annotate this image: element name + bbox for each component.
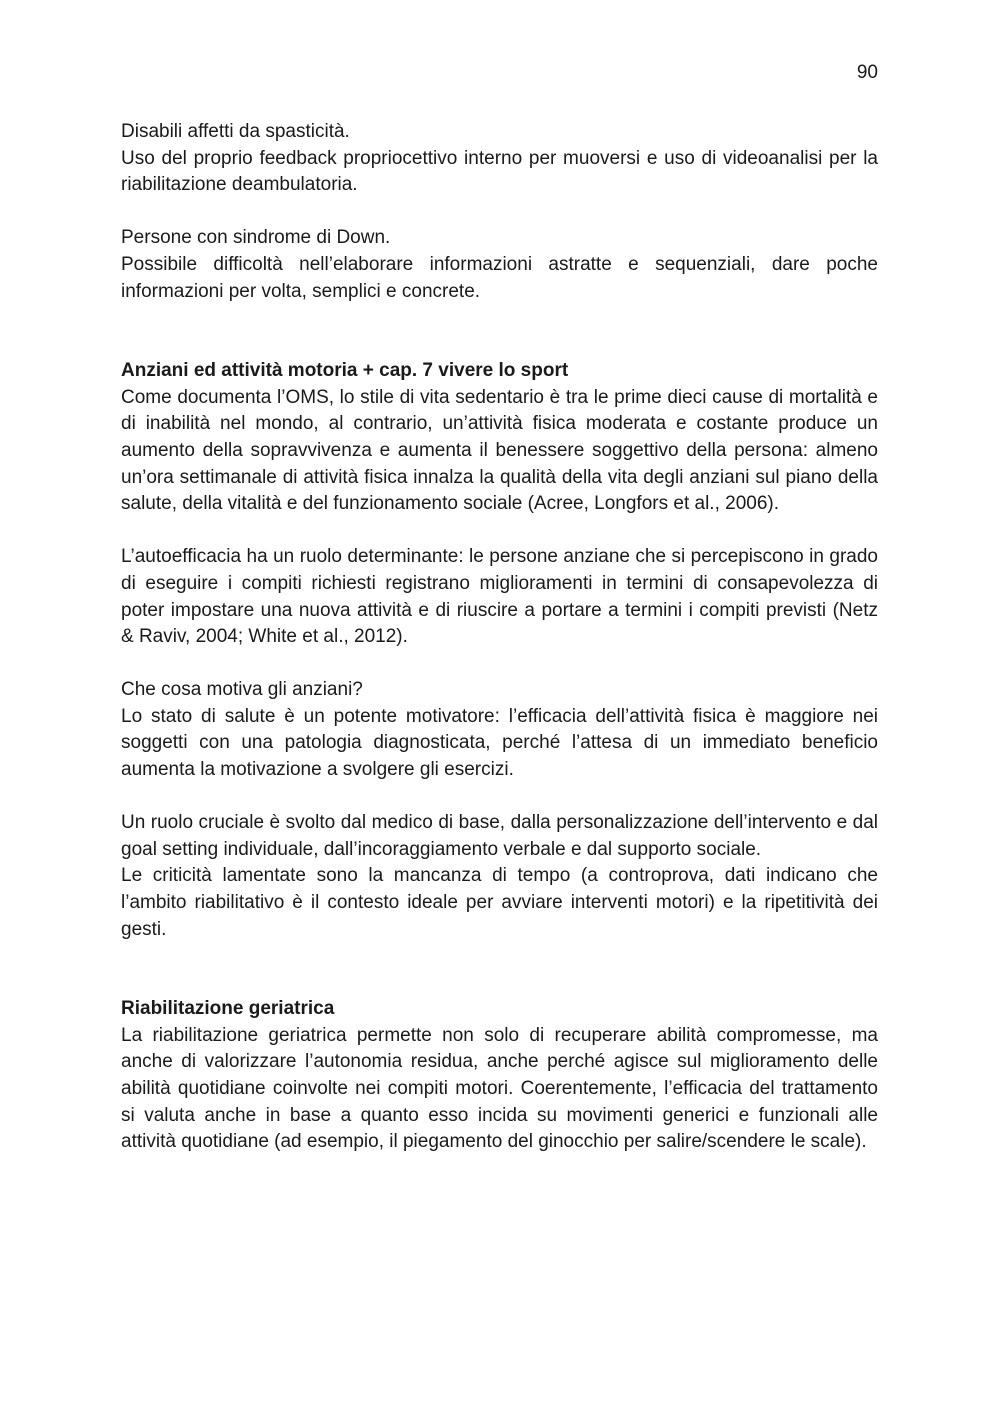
paragraph: L’autoefficacia ha un ruolo determinante: le persone anziane che si percepiscono in grado di eseguire i compiti richiesti registrano miglioramenti in termini di consapevolezza di poter impostare una nuova attività e di riuscire a portare a termini i compiti previsti (Netz & Raviv, 2004; White et al., 2012). [121, 546, 878, 648]
spacer [121, 943, 878, 996]
page-number: 90 [856, 62, 878, 83]
paragraph: Possibile difficoltà nell’elaborare informazioni astratte e sequenziali, dare poche informazioni per volta, semplici e concrete. [121, 253, 878, 302]
spacer [121, 305, 878, 358]
section-heading: Anziani ed attività motoria + cap. 7 vivere lo sport [121, 360, 569, 382]
paragraph: Disabili affetti da spasticità. [121, 121, 350, 142]
section-heading: Riabilitazione geriatrica [121, 998, 335, 1020]
spacer [121, 199, 878, 226]
paragraph: La riabilitazione geriatrica permette non solo di recuperare abilità compromesse, ma anche di valorizzare l’autonomia residua, anche perché agisce sul miglioramento delle abilità quotidiane coinvolte nei compiti motori. Coerentemente, l’efficacia del trattamento si valuta anche in base a quanto esso incida su movimenti generici e funzionali alle attività quotidiane (ad esempio, il piegamento del ginocchio per salire/scendere le scale). [121, 1024, 878, 1153]
spacer [121, 518, 878, 545]
paragraph: Uso del proprio feedback propriocettivo interno per muoversi e uso di videoanalisi per la riabilitazione deambulatoria. [121, 147, 878, 196]
spacer [121, 784, 878, 811]
document-body [121, 119, 878, 1156]
paragraph: Un ruolo cruciale è svolto dal medico di base, dalla personalizzazione dell’intervento e dal goal setting individuale, dall’incoraggiamento verbale e dal supporto sociale. [121, 812, 878, 860]
paragraph: Le criticità lamentate sono la mancanza di tempo (a controprova, dati indicano che l’ambito riabilitativo è il contesto ideale per avviare interventi motori) e la ripetitività dei gesti. [121, 865, 878, 940]
spacer [121, 651, 878, 678]
paragraph: Come documenta l’OMS, lo stile di vita sedentario è tra le prime dieci cause di mortalità e di inabilità nel mondo, al contrario, un’attività fisica moderata e costante produce un aumento della sopravvivenza e aumenta il benessere soggettivo della persona: almeno un’ora settimanale di attività fisica innalza la qualità della vita degli anziani sul piano della salute, della vitalità e del funzionamento sociale (Acree, Longfors et al., 2006). [121, 386, 878, 515]
paragraph: Che cosa motiva gli anziani? [121, 679, 363, 701]
paragraph: Persone con sindrome di Down. [121, 227, 391, 249]
paragraph: Lo stato di salute è un potente motivatore: l’efficacia dell’attività fisica è maggiore nei soggetti con una patologia diagnosticata, perché l’attesa di un immediato beneficio aumenta la motivazione a svolgere gli esercizi. [121, 705, 878, 781]
